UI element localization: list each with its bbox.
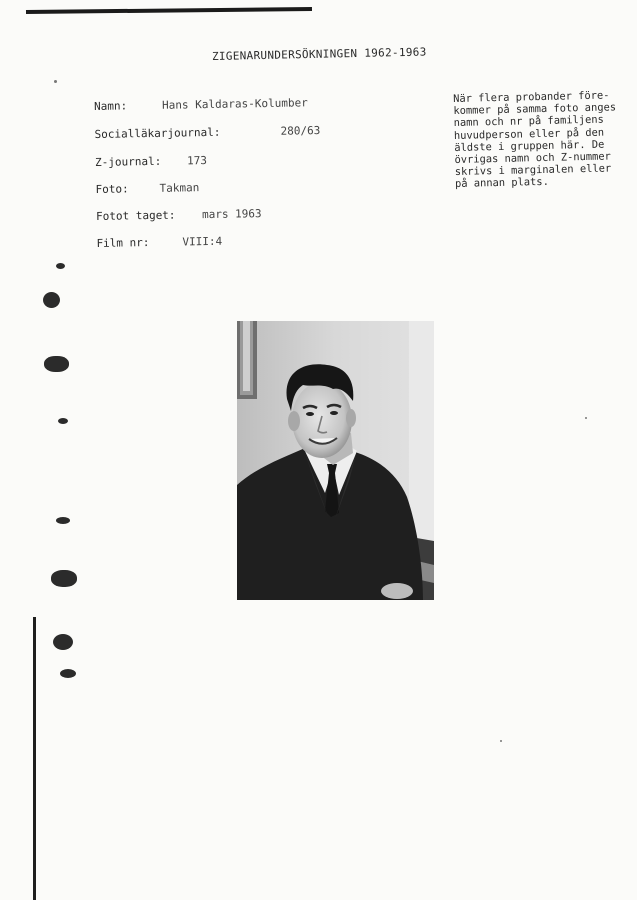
portrait-image bbox=[237, 321, 434, 600]
field-label: Film nr: bbox=[96, 236, 150, 250]
punch-hole-mark bbox=[56, 517, 70, 524]
instruction-line: namn och nr på familjens bbox=[453, 113, 604, 130]
instruction-note bbox=[453, 89, 637, 191]
field-label: Fotot taget: bbox=[95, 208, 176, 223]
instruction-line: skrivs i marginalen eller bbox=[454, 162, 612, 179]
field-label: Socialläkarjournal: bbox=[94, 125, 221, 141]
document-title: ZIGENARUNDERSÖKNINGEN 1962-1963 bbox=[211, 45, 427, 63]
punch-hole-mark bbox=[56, 263, 65, 269]
field-label: Namn: bbox=[94, 99, 128, 113]
field-namn bbox=[94, 96, 308, 113]
ink-speck bbox=[500, 740, 502, 742]
field-label: Foto: bbox=[95, 182, 129, 196]
instruction-line: äldste i gruppen här. De bbox=[454, 138, 605, 154]
instruction-line: på annan plats. bbox=[454, 176, 550, 191]
left-margin-rule bbox=[33, 617, 36, 900]
field-value: Hans Kaldaras-Kolumber bbox=[161, 96, 308, 112]
instruction-line: huvudperson eller på den bbox=[453, 126, 605, 142]
punch-hole-mark bbox=[43, 292, 60, 308]
ink-speck bbox=[54, 80, 57, 83]
field-value: Takman bbox=[159, 181, 200, 195]
field-value: 173 bbox=[186, 154, 208, 168]
instruction-line: När flera probander före- bbox=[453, 89, 610, 105]
instruction-line: kommer på samma foto anges bbox=[453, 101, 617, 118]
field-label: Z-journal: bbox=[94, 154, 162, 169]
punch-hole-mark bbox=[60, 669, 76, 678]
field-value: 280/63 bbox=[280, 124, 321, 138]
field-sociallakarjournal bbox=[94, 124, 321, 141]
ink-speck bbox=[585, 417, 587, 419]
punch-hole-mark bbox=[58, 418, 68, 424]
field-fotot-taget bbox=[95, 207, 262, 223]
punch-hole-mark bbox=[44, 356, 69, 372]
field-value: VIII:4 bbox=[182, 234, 223, 249]
field-z-journal bbox=[94, 154, 208, 169]
punch-hole-mark bbox=[53, 634, 73, 650]
punch-hole-mark bbox=[51, 570, 77, 587]
field-foto bbox=[95, 181, 200, 196]
top-edge-mark bbox=[26, 7, 312, 14]
field-film-nr bbox=[96, 234, 223, 250]
portrait-photo bbox=[237, 321, 434, 600]
field-value: mars 1963 bbox=[201, 207, 262, 222]
instruction-line: övrigas namn och Z-nummer bbox=[454, 150, 612, 166]
